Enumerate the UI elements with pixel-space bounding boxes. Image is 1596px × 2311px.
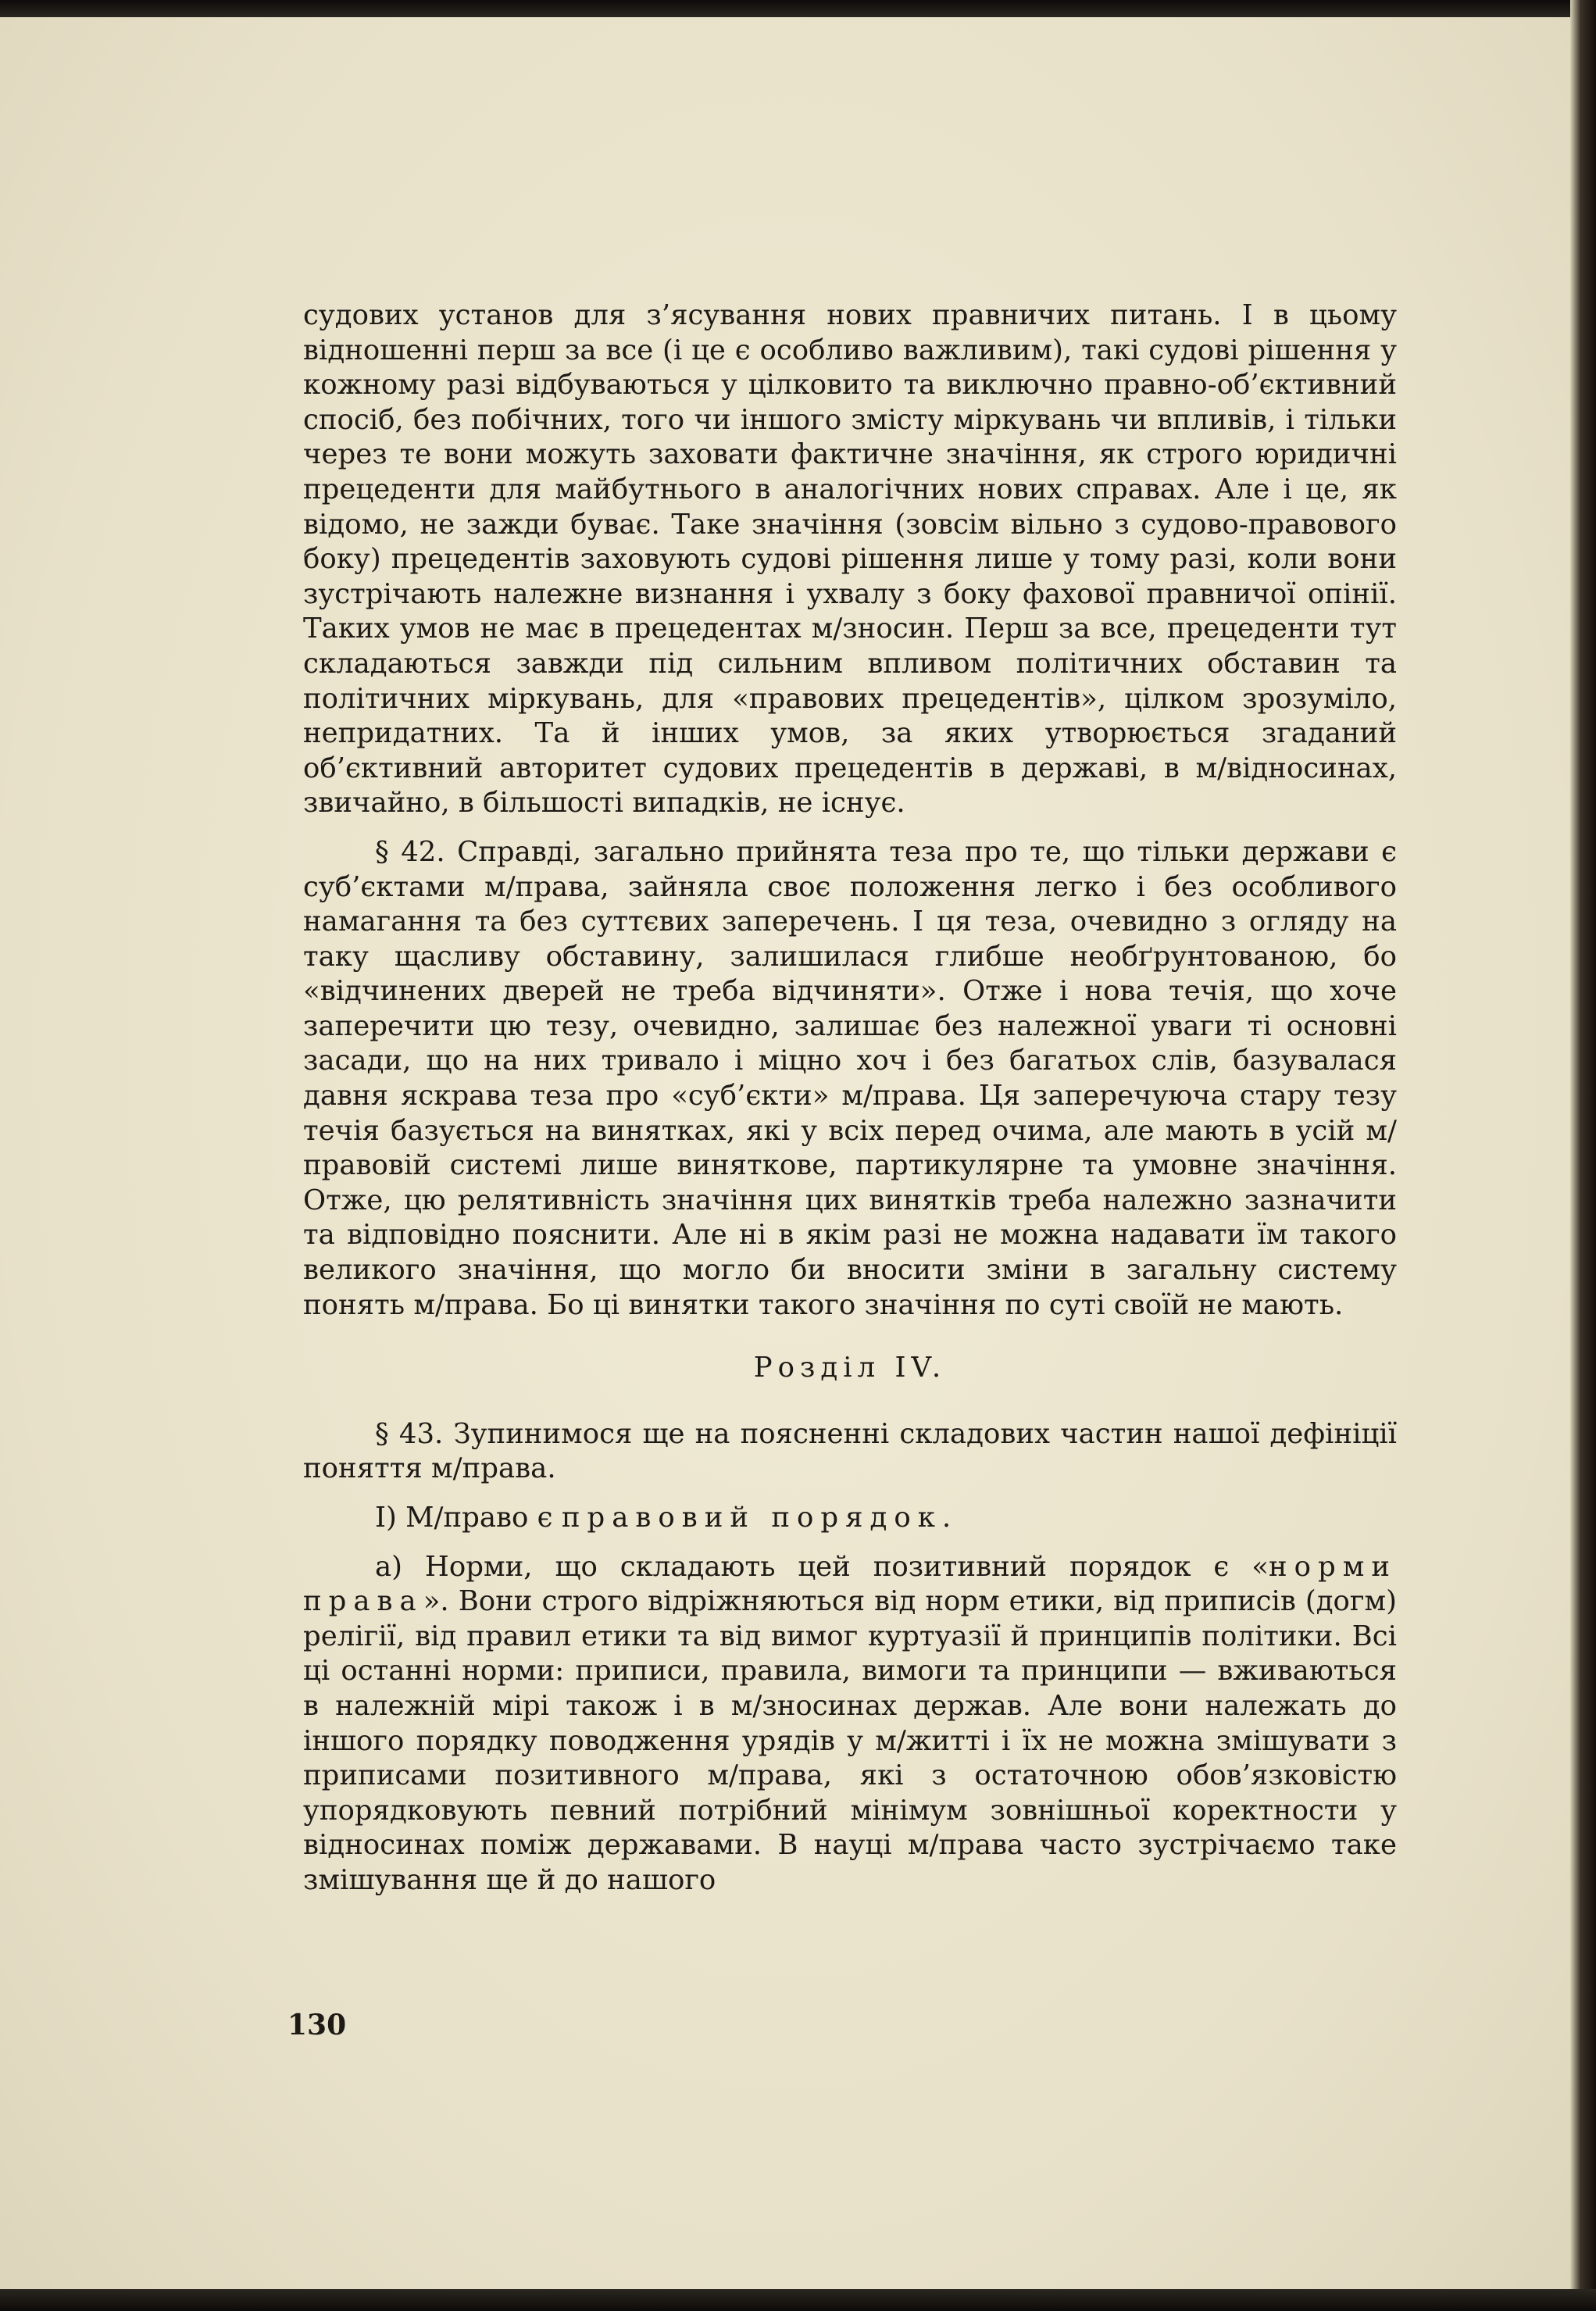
paragraph-42: § 42. Справді, загально прийнята теза про те, що тільки держави є суб’єктами м/права, зайняла своє положення легко і без особливого намагання та без суттєвих заперечень. І ця теза, очевидно з огляду на таку щасливу обставину, залишилася глибше необґрунтованою, бо «відчинених дверей не треба відчиняти». Отже і нова течія, що хоче заперечити цю тезу, очевидно, залишає без належної уваги ті основні засади, що на них тривало і міцно хоч і без багатьох слів, базувалася давня яскрава теза про «суб’єкти» м/права. Ця заперечуюча стару тезу течія базується на винятках, які у всіх перед очима, але мають в усій м/правовій системі лише виняткове, партикулярне та умовне значіння. Отже, цю релятивність значіння цих винятків треба належно зазначити та відповідно пояснити. Але ні в якім разі не можна надавати їм такого великого значіння, що могло би вносити зміни в загальну систему понять м/права. Бо ці винятки такого значіння по суті своїй не мають. [303,835,1397,1321]
scan-border-bottom [0,2289,1596,2311]
scan-border-top [0,0,1596,17]
subheading-legal-order [303,1501,1397,1536]
section-heading: Розділ IV. [753,1352,947,1384]
paragraph-a [303,1550,1397,1898]
paragraph-43: § 43. Зупинимося ще на поясненні складових частин нашої дефініції поняття м/права. [303,1417,1397,1485]
page-number: 130 [287,2009,347,2041]
subheading-spaced: правовий порядок. [561,1502,959,1534]
paragraph-a-spaced: норми права [303,1550,1397,1618]
paragraph-a-start: а) Норми, що складають цей позитивний порядок є « [375,1550,1269,1583]
scan-border-right [1570,0,1596,2311]
page-text-block [303,298,1397,1898]
paragraph-continuation: судових установ для з’ясування нових правничих питань. І в цьому відношенні перш за все (і це є особливо важливим), такі судові рішення у кожному разі відбуваються у цілковито та виключно правно-об’єктивний спосіб, без побічних, того чи іншого змісту міркувань чи впливів, і тільки через те вони можуть заховати фактичне значіння, як строго юридичні прецеденти для майбутнього в аналогічних нових справах. Але і це, як відомо, не зажди буває. Таке значіння (зовсім вільно з судово-правового боку) прецедентів заховують судові рішення лише у тому разі, коли вони зустрічають належне визнання і ухвалу з боку фахової правничої опінії. Таких умов не має в прецедентах м/зносин. Перш за все, прецеденти тут складаються завжди під сильним впливом політичних обставин та політичних міркувань, для «правових прецедентів», цілком зрозуміло, непридатних. Та й інших умов, за яких утворюється згаданий об’єктивний авторитет судових прецедентів в державі, в м/відносинах, звичайно, в більшості випадків, не існує. [303,299,1397,820]
subheading-lead: І) М/право є [375,1502,562,1534]
paragraph-a-rest: ». Вони строго відріжняються від норм етики, від приписів (догм) релігії, від правил етики та від вимог куртуазії й принципів політики. Всі ці останні норми: приписи, правила, вимоги та принципи — вживаються в належній мірі також і в м/зносинах держав. Але вони належать до іншого порядку поводження урядів у м/житті і їх не можна змішувати з приписами позитивного м/права, які з остаточною обов’язковістю упорядковують певний потрібний мінімум зовнішньої коректности у відносинах поміж державами. В науці м/права часто зустрічаємо таке змішування ще й до нашого [303,1585,1397,1896]
